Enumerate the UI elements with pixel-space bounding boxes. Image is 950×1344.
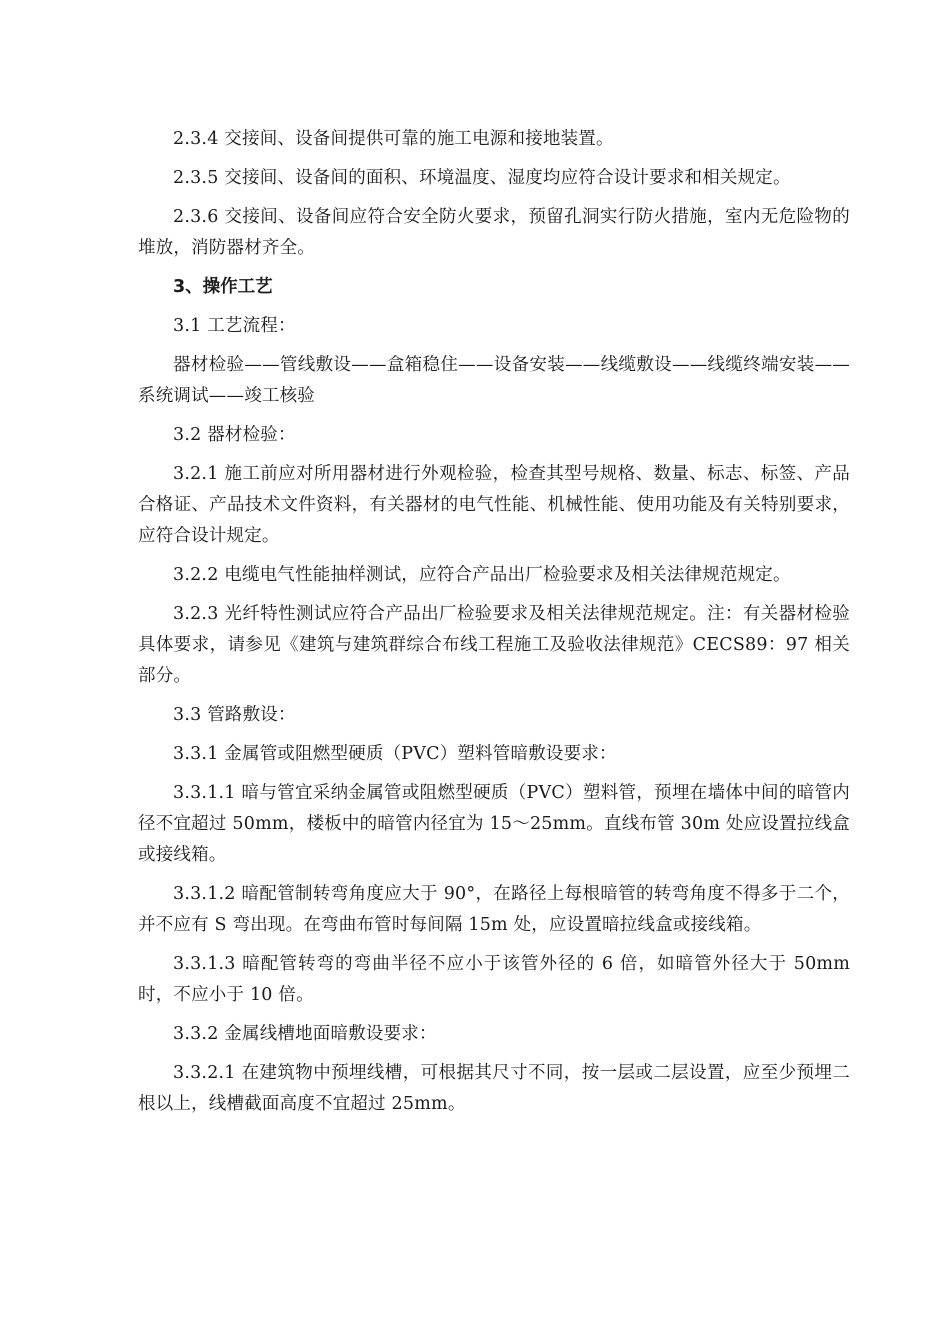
- section-heading-3: 3、操作工艺: [173, 277, 273, 297]
- paragraph-2-3-6: 2.3.6 交接间、设备间应符合安全防火要求，预留孔洞实行防火措施，室内无危险物的堆放，消防器材齐全。: [138, 207, 850, 258]
- paragraph-3-3: 3.3 管路敷设：: [173, 705, 296, 725]
- paragraph-3-3-2: 3.3.2 金属线槽地面暗敷设要求：: [173, 1024, 437, 1044]
- paragraph-3-2: 3.2 器材检验：: [173, 425, 296, 445]
- paragraph-3-3-1: 3.3.1 金属管或阻燃型硬质（PVC）塑料管暗敷设要求：: [173, 744, 617, 764]
- paragraph-3-2-1: 3.2.1 施工前应对所用器材进行外观检验，检查其型号规格、数量、标志、标签、产品合格证、产品技术文件资料，有关器材的电气性能、机械性能、使用功能及有关特别要求，应符合设计规定。: [138, 464, 850, 546]
- paragraph-3-2-2: 3.2.2 电缆电气性能抽样测试，应符合产品出厂检验要求及相关法律规范规定。: [173, 565, 791, 585]
- process-flow: 器材检验——管线敷设——盒箱稳住——设备安装——线缆敷设——线缆终端安装——系统调试——竣工核验: [138, 355, 850, 406]
- paragraph-3-3-1-1: 3.3.1.1 暗与管宜采纳金属管或阻燃型硬质（PVC）塑料管，预埋在墙体中间的暗管内径不宜超过 50mm，楼板中的暗管内径宜为 15～25mm。直线布管 30m 处应设置拉线盒或接线箱。: [138, 783, 850, 865]
- paragraph-3-2-3: 3.2.3 光纤特性测试应符合产品出厂检验要求及相关法律规范规定。注：有关器材检验具体要求，请参见《建筑与建筑群综合布线工程施工及验收法律规范》CECS89：97 相关部分。: [138, 604, 850, 686]
- paragraph-3-1: 3.1 工艺流程：: [173, 316, 296, 336]
- paragraph-3-3-1-3: 3.3.1.3 暗配管转弯的弯曲半径不应小于该管外径的 6 倍，如暗管外径大于 50mm 时，不应小于 10 倍。: [138, 954, 850, 1005]
- paragraph-2-3-5: 2.3.5 交接间、设备间的面积、环境温度、湿度均应符合设计要求和相关规定。: [173, 168, 791, 188]
- paragraph-2-3-4: 2.3.4 交接间、设备间提供可靠的施工电源和接地装置。: [173, 129, 614, 149]
- paragraph-3-3-1-2: 3.3.1.2 暗配管制转弯角度应大于 90°，在路径上每根暗管的转弯角度不得多于二个，并不应有 S 弯出现。在弯曲布管时每间隔 15m 处，应设置暗拉线盒或接线箱。: [138, 884, 850, 935]
- paragraph-3-3-2-1: 3.3.2.1 在建筑物中预埋线槽，可根据其尺寸不同，按一层或二层设置，应至少预埋二根以上，线槽截面高度不宜超过 25mm。: [138, 1063, 850, 1114]
- document-body: [138, 124, 850, 1128]
